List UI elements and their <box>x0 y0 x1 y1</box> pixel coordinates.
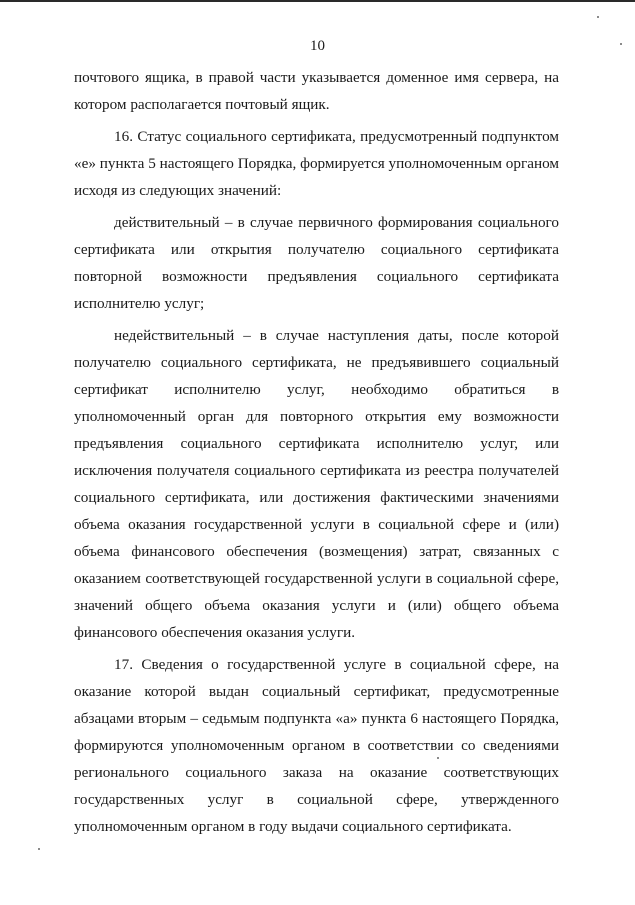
page-number: 10 <box>310 38 325 54</box>
paragraph-valid-status: действительный – в случае первичного формирования социального сертификата или открытия получателю социального сертификата повторной возможности предъявления социального сертификата исполнителю услуг; <box>74 214 559 312</box>
top-border-line <box>0 0 635 2</box>
scan-speck <box>38 848 40 850</box>
scan-speck <box>620 43 622 45</box>
scan-speck <box>597 16 599 18</box>
paragraph-17: 17. Сведения о государственной услуге в социальной сфере, на оказание которой выдан социальный сертификат, предусмотренные абзацами вторым – седьмым подпункта «а» пункта 6 настоящего Порядка, формируются уполномоченным органом в соответствии со сведениями регионального социального заказа на оказание соответствующих государственных услуг в социальной сфере, утвержденного уполномоченным органом в году выдачи социального сертификата. <box>74 656 559 835</box>
document-body <box>74 64 559 840</box>
paragraph-16: 16. Статус социального сертификата, предусмотренный подпунктом «е» пункта 5 настоящего Порядка, формируется уполномоченным органом исходя из следующих значений: <box>74 128 559 199</box>
paragraph-invalid-status: недействительный – в случае наступления даты, после которой получателю социального сертификата, не предъявившего социальный сертификат исполнителю услуг, необходимо обратиться в уполномоченный орган для повторного открытия ему возможности предъявления социального сертификата исполнителю услуг, или исключения получателя социального сертификата из реестра получателей социального сертификата, или достижения фактическими значениями объема оказания государственной услуги в социальной сфере и (или) объема финансового обеспечения (возмещения) затрат, связанных с оказанием соответствующей государственной услуги в социальной сфере, значений общего объема оказания услуги и (или) общего объема финансового обеспечения оказания услуги. <box>74 327 559 641</box>
paragraph-continuation: почтового ящика, в правой части указывается доменное имя сервера, на котором располагается почтовый ящик. <box>74 69 559 113</box>
scan-speck <box>437 757 439 759</box>
